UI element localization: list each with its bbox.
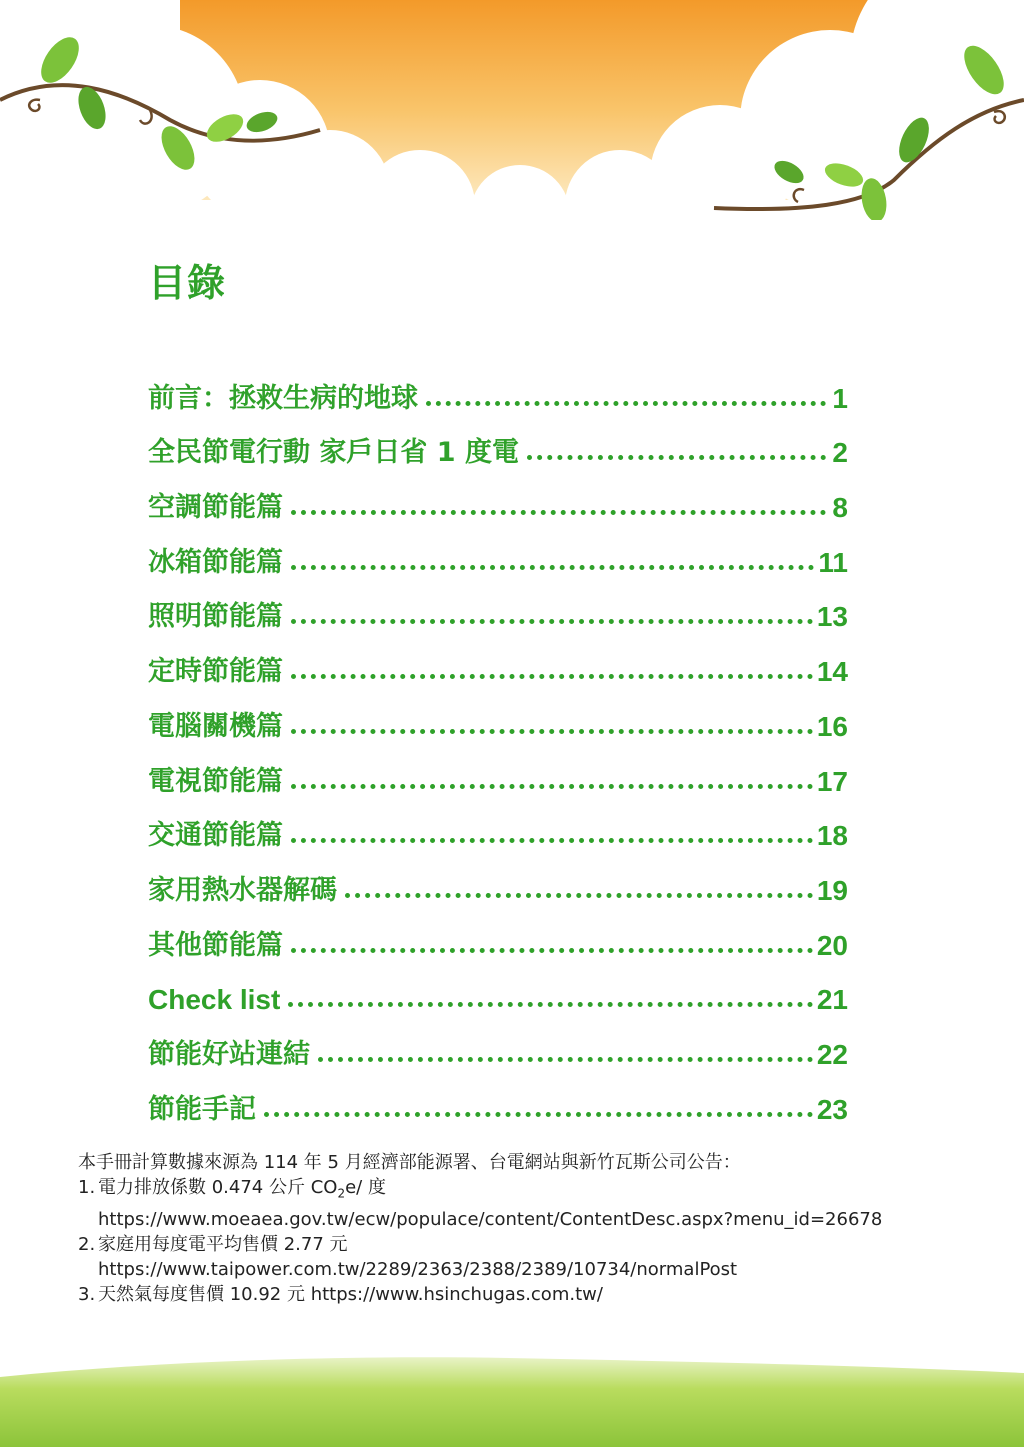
toc-entry-label: 電腦關機篇	[148, 710, 283, 742]
toc-entry-label: 全民節電行動 家戶日省 1 度電	[148, 437, 519, 469]
toc-entry-label: 電視節能篇	[148, 765, 283, 797]
toc-entry-page: 1	[832, 382, 848, 414]
toc-entry-label: 空調節能篇	[148, 492, 283, 524]
toc-entry-label: 前言：拯救生病的地球	[148, 382, 418, 414]
dot-leader	[291, 948, 813, 953]
dot-leader	[291, 510, 826, 515]
toc-entry-page: 23	[816, 1093, 848, 1125]
vine-right-icon	[694, 40, 1024, 220]
co2-subscript: 2	[337, 1186, 346, 1201]
toc-entry-television[interactable]	[148, 743, 848, 798]
dot-leader	[527, 455, 826, 460]
dot-leader	[291, 729, 813, 734]
toc-entry-page: 16	[816, 710, 848, 742]
dot-leader	[291, 619, 813, 624]
toc-entry-page: 18	[816, 820, 848, 852]
toc-entry-water-heater[interactable]	[148, 852, 848, 907]
toc-entry-lighting[interactable]	[148, 579, 848, 634]
notes-intro: 本手冊計算數據來源為 114 年 5 月經濟部能源署、台電網站與新竹瓦斯公司公告：	[78, 1152, 741, 1173]
toc-entry-label: 冰箱節能篇	[148, 546, 283, 578]
toc-entry-other[interactable]	[148, 907, 848, 962]
dot-leader	[288, 1002, 813, 1007]
table-of-contents	[148, 360, 848, 1126]
toc-entry-page: 14	[816, 656, 848, 688]
toc-entry-check-list[interactable]	[148, 962, 848, 1017]
dot-leader	[291, 838, 813, 843]
note-number: 3.	[78, 1283, 96, 1305]
note-text	[98, 1175, 958, 1232]
toc-entry-label: 照明節能篇	[148, 601, 283, 633]
toc-entry-page: 11	[818, 546, 848, 578]
toc-entry-notes[interactable]	[148, 1071, 848, 1126]
toc-entry-timer[interactable]	[148, 633, 848, 688]
toc-entry-air-conditioning[interactable]	[148, 469, 848, 524]
toc-entry-page: 20	[816, 929, 848, 961]
note-text: 天然氣每度售價 10.92 元 https://www.hsinchugas.com.tw/	[98, 1283, 603, 1305]
dot-leader	[426, 401, 826, 406]
toc-entry-label: 其他節能篇	[148, 929, 283, 961]
toc-entry-label: 家用熱水器解碼	[148, 874, 337, 906]
toc-entry-page: 2	[832, 437, 848, 469]
toc-entry-page: 17	[816, 765, 848, 797]
toc-entry-computer[interactable]	[148, 688, 848, 743]
toc-entry-label: 交通節能篇	[148, 820, 283, 852]
toc-entry-label: 節能手記	[148, 1093, 256, 1125]
note-number: 1.	[78, 1177, 96, 1198]
toc-entry-links[interactable]	[148, 1016, 848, 1071]
toc-entry-page: 13	[816, 601, 848, 633]
toc-entry-preface[interactable]	[148, 360, 848, 415]
toc-entry-label: 定時節能篇	[148, 656, 283, 688]
toc-entry-label: Check list	[148, 984, 281, 1016]
toc-entry-refrigerator[interactable]	[148, 524, 848, 579]
dot-leader	[291, 674, 813, 679]
dot-leader	[318, 1057, 813, 1062]
note-item	[78, 1232, 958, 1282]
toc-entry-page: 8	[832, 492, 848, 524]
toc-entry-page: 21	[816, 984, 848, 1016]
toc-entry-page: 22	[816, 1038, 848, 1070]
toc-entry-transport[interactable]	[148, 798, 848, 853]
note-item	[78, 1175, 958, 1232]
toc-entry-national-saving[interactable]	[148, 415, 848, 470]
data-source-notes	[78, 1150, 958, 1307]
note-text: 家庭用每度電平均售價 2.77 元 https://www.taipower.com.tw/2289/2363/2388/2389/10734/normalPost	[98, 1233, 738, 1280]
note-item	[78, 1282, 958, 1307]
dot-leader	[264, 1112, 813, 1117]
dot-leader	[291, 565, 814, 570]
note-text-part: 電力排放係數 0.474 公斤 CO	[98, 1177, 338, 1198]
dot-leader	[291, 784, 813, 789]
grass-background	[0, 1337, 1024, 1447]
note-text-part: e/ 度 https://www.moeaea.gov.tw/ecw/populace/content/ContentDesc.aspx?menu_id=26678	[98, 1177, 883, 1230]
dot-leader	[345, 893, 813, 898]
note-number: 2.	[78, 1233, 96, 1255]
page-title: 目錄	[148, 261, 227, 305]
vine-left-icon	[0, 30, 330, 180]
toc-entry-page: 19	[816, 874, 848, 906]
toc-entry-label: 節能好站連結	[148, 1038, 310, 1070]
